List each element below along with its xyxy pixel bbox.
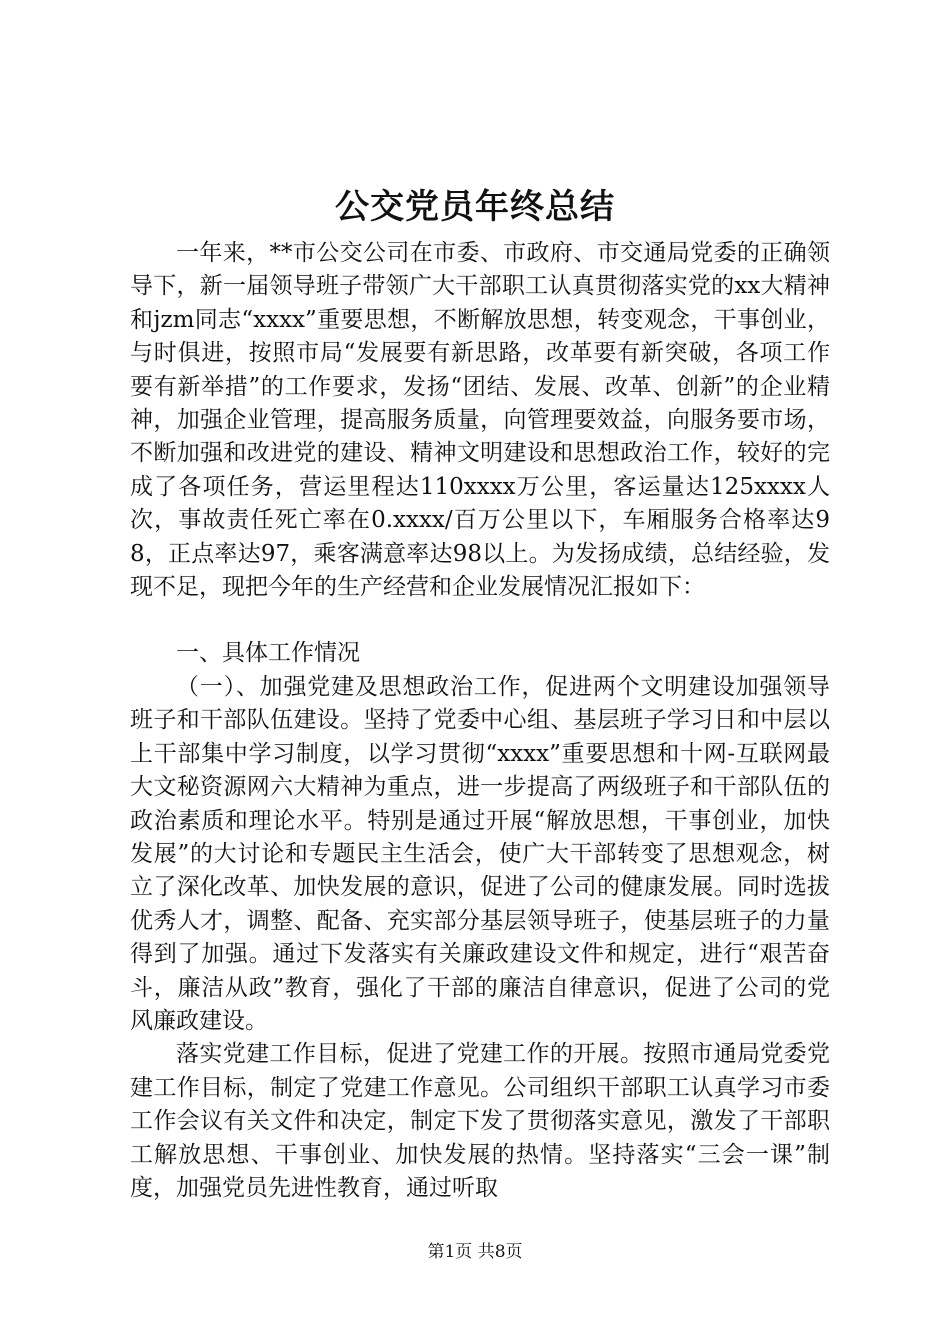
document-body xyxy=(130,237,830,1205)
document-title: 公交党员年终总结 xyxy=(335,187,615,227)
subsection-paragraph: （一）、加强党建及思想政治工作，促进两个文明建设加强领导班子和干部队伍建设。坚持了党委中心组、基层班子学习日和中层以上干部集中学习制度，以学习贯彻“xxxx”重要思想和十网-互联网最大文秘资源网六大精神为重点，进一步提高了两级班子和干部队伍的政治素质和理论水平。特别是通过开展“解放思想，干事创业，加快发展”的大讨论和专题民主生活会，使广大干部转变了思想观念，树立了深化改革、加快发展的意识，促进了公司的健康发展。同时选拔优秀人才，调整、配备、充实部分基层领导班子，使基层班子的力量得到了加强。通过下发落实有关廉政建设文件和规定，进行“艰苦奋斗，廉洁从政”教育，强化了干部的廉洁自律意识，促进了公司的党风廉政建设。 xyxy=(130,673,830,1034)
section-heading: 一、具体工作情况 xyxy=(176,640,360,667)
intro-paragraph: 一年来，**市公交公司在市委、市政府、市交通局党委的正确领导下，新一届领导班子带领广大干部职工认真贯彻落实党的xx大精神和jzm同志“xxxx”重要思想，不断解放思想，转变观念，干事创业，与时俱进，按照市局“发展要有新思路，改革要有新突破，各项工作要有新举措”的工作要求，发扬“团结、发展、改革、创新”的企业精神，加强企业管理，提高服务质量，向管理要效益，向服务要市场，不断加强和改进党的建设、精神文明建设和思想政治工作，较好的完成了各项任务，营运里程达110xxxx万公里，客运量达125xxxx人次，事故责任死亡率在0.xxxx/百万公里以下，车厢服务合格率达98，正点率达97，乘客满意率达98以上。为发扬成绩，总结经验，发现不足，现把今年的生产经营和企业发展情况汇报如下： xyxy=(130,240,830,601)
body-paragraph: 落实党建工作目标，促进了党建工作的开展。按照市通局党委党建工作目标，制定了党建工作意见。公司组织干部职工认真学习市委工作会议有关文件和决定，制定下发了贯彻落实意见，激发了干部职工解放思想、干事创业、加快发展的热情。坚持落实“三会一课”制度，加强党员先进性教育，通过听取 xyxy=(130,1041,830,1201)
page-number-footer: 第1页 共8页 xyxy=(427,1242,523,1262)
